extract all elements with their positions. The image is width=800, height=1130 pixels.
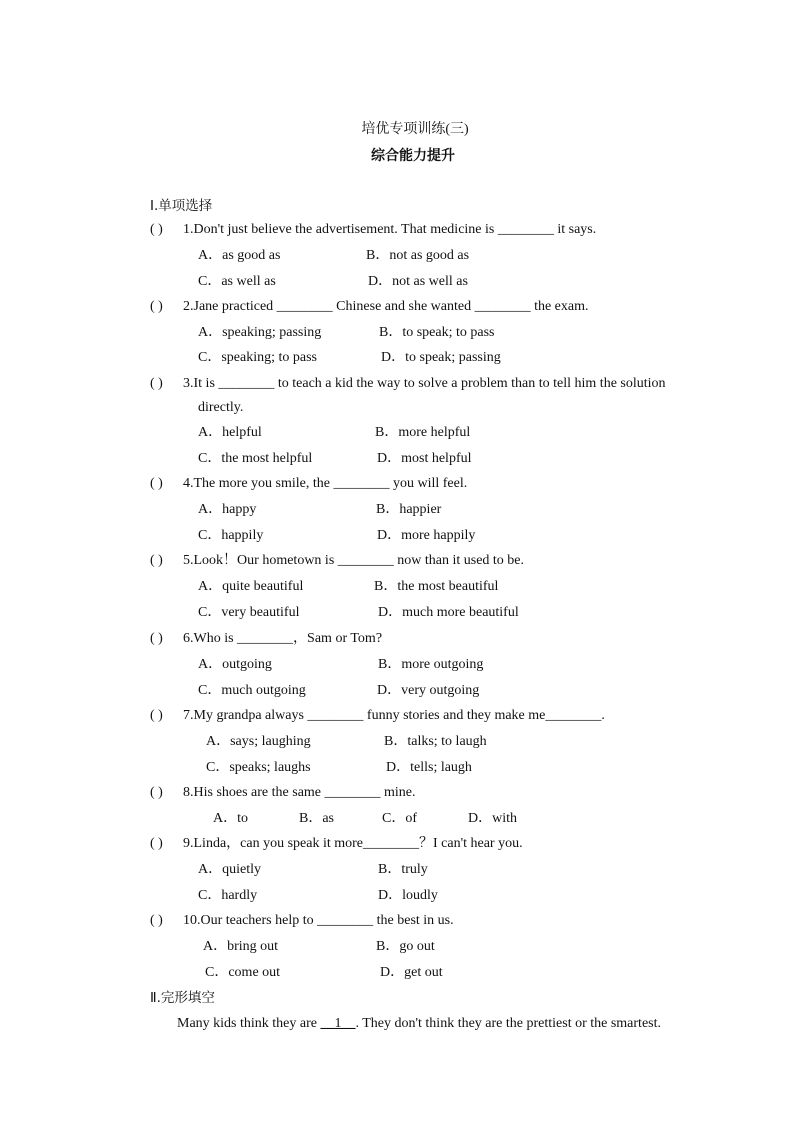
option-d[interactable]: D．most helpful bbox=[377, 451, 472, 466]
option-c[interactable]: C．hardly bbox=[198, 888, 258, 903]
option-c[interactable]: C．happily bbox=[198, 528, 264, 543]
option-d[interactable]: D．get out bbox=[380, 965, 443, 980]
option-b[interactable]: B．go out bbox=[376, 939, 435, 954]
option-b[interactable]: B．not as good as bbox=[366, 248, 470, 263]
option-d[interactable]: D．with bbox=[468, 811, 517, 826]
option-d[interactable]: D．to speak; passing bbox=[381, 350, 501, 365]
option-d[interactable]: D．not as well as bbox=[368, 274, 468, 289]
passage-text: Many kids think they are bbox=[177, 1016, 321, 1031]
question-stem: 4.The more you smile, the ________ you will feel. bbox=[183, 476, 468, 491]
answer-blank[interactable]: ( ) bbox=[150, 708, 163, 723]
answer-blank[interactable]: ( ) bbox=[150, 553, 163, 568]
option-c[interactable]: C．the most helpful bbox=[198, 451, 313, 466]
passage-text: . They don't think they are the prettiest or the smartest. bbox=[355, 1016, 662, 1031]
option-d[interactable]: D．much more beautiful bbox=[378, 605, 519, 620]
cloze-blank-1[interactable]: __1__ bbox=[320, 1016, 356, 1031]
option-b[interactable]: B．more outgoing bbox=[378, 657, 484, 672]
page-subtitle: 综合能力提升 bbox=[371, 148, 455, 164]
option-b[interactable]: B．happier bbox=[376, 502, 442, 517]
option-c[interactable]: C．as well as bbox=[198, 274, 276, 289]
option-b[interactable]: B．as bbox=[299, 811, 334, 826]
option-a[interactable]: A．helpful bbox=[198, 425, 262, 440]
answer-blank[interactable]: ( ) bbox=[150, 222, 163, 237]
option-a[interactable]: A．speaking; passing bbox=[198, 325, 322, 340]
option-a[interactable]: A．says; laughing bbox=[206, 734, 311, 749]
answer-blank[interactable]: ( ) bbox=[150, 836, 163, 851]
answer-blank[interactable]: ( ) bbox=[150, 476, 163, 491]
option-c[interactable]: C．very beautiful bbox=[198, 605, 300, 620]
option-a[interactable]: A．to bbox=[213, 811, 248, 826]
question-stem: 1.Don't just believe the advertisement. That medicine is ________ it says. bbox=[183, 222, 597, 237]
option-c[interactable]: C．much outgoing bbox=[198, 683, 306, 698]
option-b[interactable]: B．truly bbox=[378, 862, 428, 877]
option-d[interactable]: D．more happily bbox=[377, 528, 476, 543]
question-stem: 8.His shoes are the same ________ mine. bbox=[183, 785, 416, 800]
section-heading-cloze: Ⅱ.完形填空 bbox=[150, 990, 215, 1006]
option-b[interactable]: B．talks; to laugh bbox=[384, 734, 487, 749]
question-stem: 7.My grandpa always ________ funny stories and they make me________. bbox=[183, 708, 605, 723]
question-stem: 9.Linda，can you speak it more________？I can't hear you. bbox=[183, 836, 523, 851]
answer-blank[interactable]: ( ) bbox=[150, 376, 163, 391]
option-c[interactable]: C．speaks; laughs bbox=[206, 760, 311, 775]
question-stem: 3.It is ________ to teach a kid the way to solve a problem than to tell him the solution bbox=[183, 376, 666, 391]
question-stem: 2.Jane practiced ________ Chinese and she wanted ________ the exam. bbox=[183, 299, 589, 314]
answer-blank[interactable]: ( ) bbox=[150, 785, 163, 800]
option-b[interactable]: B．more helpful bbox=[375, 425, 471, 440]
option-c[interactable]: C．come out bbox=[205, 965, 281, 980]
answer-blank[interactable]: ( ) bbox=[150, 913, 163, 928]
section-heading-multiple-choice: Ⅰ.单项选择 bbox=[150, 198, 213, 214]
option-a[interactable]: A．outgoing bbox=[198, 657, 272, 672]
question-stem: 5.Look！Our hometown is ________ now than it used to be. bbox=[183, 553, 525, 568]
answer-blank[interactable]: ( ) bbox=[150, 299, 163, 314]
cloze-passage-line bbox=[177, 1015, 661, 1033]
option-b[interactable]: B．to speak; to pass bbox=[379, 325, 495, 340]
option-a[interactable]: A．quite beautiful bbox=[198, 579, 304, 594]
option-c[interactable]: C．speaking; to pass bbox=[198, 350, 317, 365]
option-b[interactable]: B．the most beautiful bbox=[374, 579, 499, 594]
question-stem: 6.Who is ________，Sam or Tom? bbox=[183, 631, 383, 646]
question-stem: 10.Our teachers help to ________ the best in us. bbox=[183, 913, 454, 928]
answer-blank[interactable]: ( ) bbox=[150, 631, 163, 646]
option-a[interactable]: A．quietly bbox=[198, 862, 261, 877]
option-a[interactable]: A．happy bbox=[198, 502, 257, 517]
option-d[interactable]: D．tells; laugh bbox=[386, 760, 472, 775]
option-d[interactable]: D．very outgoing bbox=[377, 683, 480, 698]
option-d[interactable]: D．loudly bbox=[378, 888, 438, 903]
page-title: 培优专项训练(三) bbox=[361, 122, 469, 137]
option-a[interactable]: A．bring out bbox=[203, 939, 279, 954]
option-c[interactable]: C．of bbox=[382, 811, 417, 826]
question-stem-continued: directly. bbox=[198, 400, 244, 415]
option-a[interactable]: A．as good as bbox=[198, 248, 281, 263]
